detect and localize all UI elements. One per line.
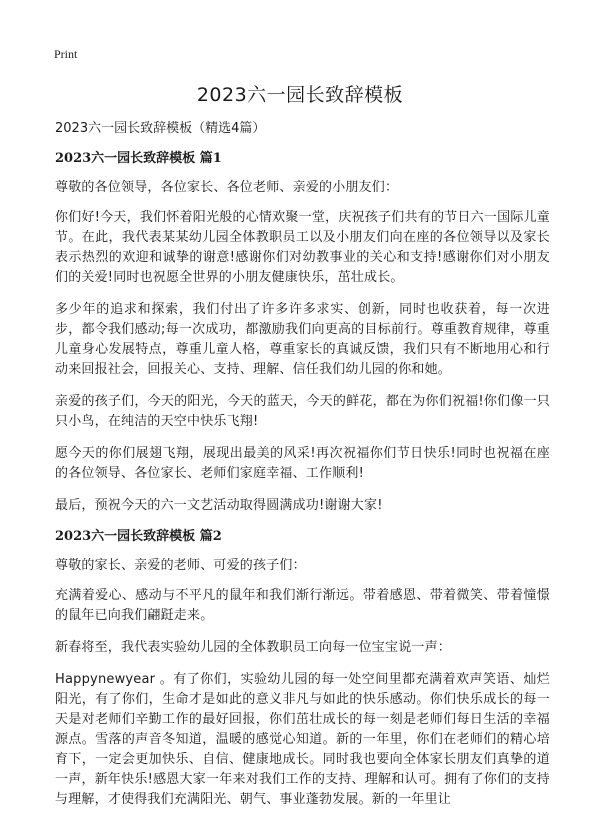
print-link[interactable]: Print xyxy=(54,47,78,61)
paragraph: 亲爱的孩子们，今天的阳光，今天的蓝天，今天的鲜花，都在为你们祝福!你们像一只只小鸟，在纯洁的天空中快乐飞翔! xyxy=(55,394,550,429)
document-subtitle: 2023六一园长致辞模板（精选4篇） xyxy=(55,121,266,136)
section-heading-1: 2023六一园长致辞模板 篇1 xyxy=(55,151,222,166)
section-heading-2: 2023六一园长致辞模板 篇2 xyxy=(55,529,222,544)
paragraph: 新春将至，我代表实验幼儿园的全体教职员工向每一位宝宝说一声： xyxy=(55,640,452,655)
paragraph: 最后，预祝今天的六一文艺活动取得圆满成功!谢谢大家! xyxy=(55,498,383,513)
paragraph: 愿今天的你们展翅飞翔，展现出最美的风采!再次祝福你们节日快乐!同时也祝福在座的各位领导、各位家长、老师们家庭幸福、工作顺利! xyxy=(55,446,550,481)
paragraph: 多少年的追求和探索，我们付出了许多许多求实、创新，同时也收获着，每一次进步，都令我们感动;每一次成功，都激励我们向更高的目标前行。尊重教育规律，尊重儿童身心发展特点，尊重儿童人格，尊重家长的真诚反馈，我们只有不断地用心和行动来回报社会，回报关心、支持、理解、信任我们幼儿园的你和她。 xyxy=(55,302,550,377)
paragraph: Happynewyear 。有了你们，实验幼儿园的每一处空间里都充满着欢声笑语、灿烂阳光，有了你们，生命才是如此的意义非凡与如此的快乐感动。你们快乐成长的每一天是对老师们辛勤工作的最好回报，你们茁壮成长的每一刻是老师们每日生活的幸福源点。雪落的声音冬知道，温暖的感觉心知道。新的一年里，你们在老师们的精心培育下，一定会更加快乐、自信、健康地成长。同时我也要向全体家长朋友们真挚的道一声，新年快乐!感恩大家一年来对我们工作的支持、理解和认可。拥有了你们的支持与理解，才使得我们充满阳光、朝气、事业蓬勃发展。新的一年里让 xyxy=(55,672,550,807)
page-title: 2023六一园长致辞模板 xyxy=(196,84,404,106)
paragraph: 充满着爱心、感动与不平凡的鼠年和我们渐行渐远。带着感恩、带着微笑、带着憧憬的鼠年已向我们翩跹走来。 xyxy=(55,588,550,623)
paragraph: 你们好!今天，我们怀着阳光般的心情欢聚一堂，庆祝孩子们共有的节日六一国际儿童节。在此，我代表某某幼儿园全体教职员工以及小朋友们向在座的各位领导以及家长表示热烈的欢迎和诚挚的谢意!感谢你们对幼教事业的关心和支持!感谢你们对小朋友们的关爱!同时也祝愿全世界的小朋友健康快乐，茁壮成长。 xyxy=(55,210,550,285)
document-body xyxy=(55,120,550,822)
paragraph: 尊敬的家长、亲爱的老师、可爱的孩子们： xyxy=(55,558,306,573)
paragraph: 尊敬的各位领导，各位家长、各位老师、亲爱的小朋友们： xyxy=(55,180,399,195)
